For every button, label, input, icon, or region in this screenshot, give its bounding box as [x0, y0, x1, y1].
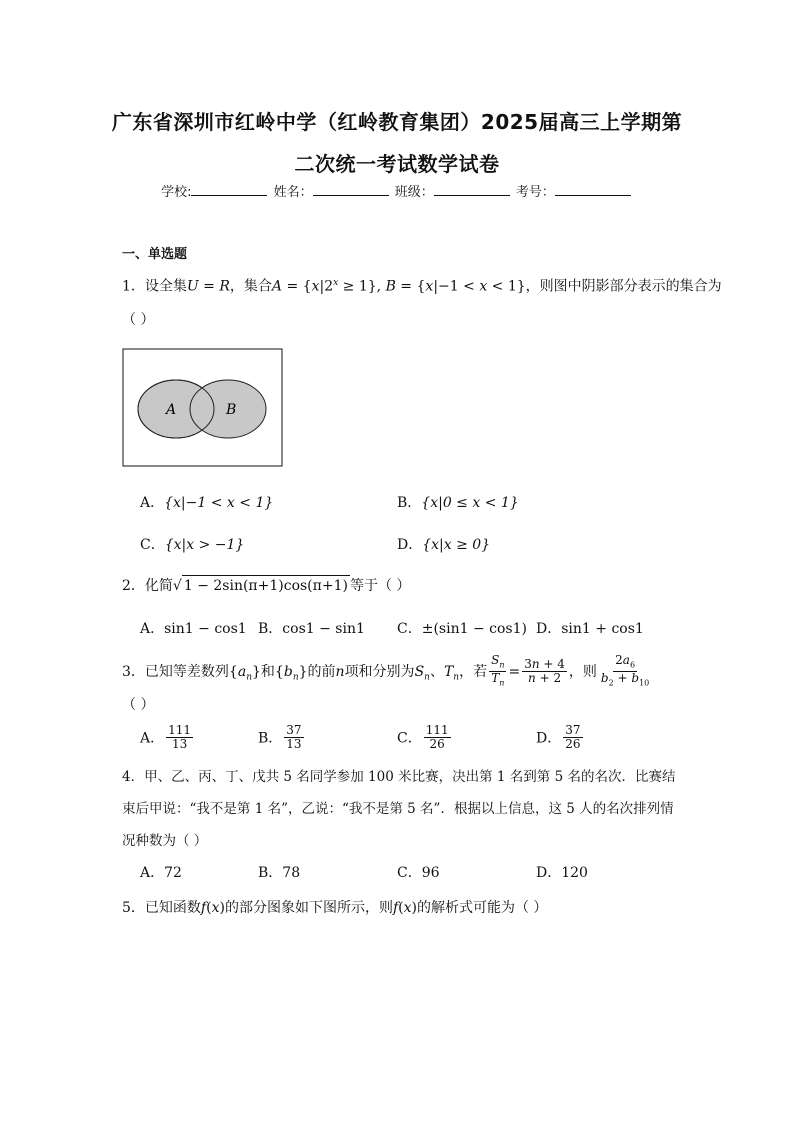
name-label: 姓名： — [273, 185, 313, 200]
school-label: 学校: — [161, 185, 192, 200]
q1-option-c[interactable]: C．{x|x > −1} — [140, 537, 245, 553]
q3-option-b[interactable]: B． $\frac{37}{13}$ — [258, 723, 302, 751]
q2-option-b[interactable]: B．cos1 − sin1 — [258, 621, 365, 637]
q2-option-a[interactable]: A．sin1 − cos1 — [140, 621, 247, 637]
q4-option-d[interactable]: D．120 — [536, 865, 588, 881]
id-label: 考号： — [515, 185, 555, 200]
exam-title-line1: 广东省深圳市红岭中学（红岭教育集团）2025届高三上学期第 — [111, 110, 683, 134]
question-4-line1: 4．甲、乙、丙、丁、戊共 5 名同学参加 100 米比赛，决出第 1 名到第 5 名的名次．比赛结 — [122, 769, 676, 785]
id-blank — [555, 183, 631, 196]
question-5-stem: 5．已知函数f(x)的部分图象如下图所示，则f(x)的解析式可能为（ ） — [122, 900, 548, 916]
question-4-line2: 束后甲说：“我不是第 1 名”，乙说：“我不是第 5 名”．根据以上信息，这 5 人的名次排列情 — [122, 801, 674, 817]
exam-title-line2: 二次统一考试数学试卷 — [294, 152, 500, 176]
section-title: 一、单选题 — [122, 247, 188, 262]
school-blank — [191, 183, 267, 196]
q3-option-a[interactable]: A． $\frac{111}{13}$ — [140, 723, 192, 751]
question-3-stem: 3．已知等差数列$\{a_n\}$和$\{b_n\}$的前n项和分别为$S_n$、$T_n$，若 $\frac{S_n}{T_n}$ = $\frac{3n + 4}{n + 2}$ ，则 $\frac{2a_6}{b_2 + b_{10}}$ — [122, 653, 650, 688]
q1-option-a[interactable]: A．{x|−1 < x < 1} — [140, 495, 274, 511]
class-blank — [434, 183, 510, 196]
question-4-line3: 况种数为（ ） — [122, 833, 208, 849]
student-info-row — [0, 181, 794, 200]
question-2-stem: 2．化简√ 1 − 2sin(π+1)cos(π+1) 等于（ ） — [122, 575, 410, 596]
q3-option-d[interactable]: D． $\frac{37}{26}$ — [536, 723, 581, 751]
q2-option-c[interactable]: C．±(sin1 − cos1) — [397, 621, 527, 637]
venn-label-b: B — [226, 402, 237, 418]
q4-option-c[interactable]: C．96 — [397, 865, 440, 881]
question-1-paren: （ ） — [122, 312, 155, 328]
q1-option-d[interactable]: D．{x|x ≥ 0} — [397, 537, 491, 553]
q4-option-b[interactable]: B．78 — [258, 865, 301, 881]
question-3-paren: （ ） — [122, 697, 155, 713]
class-label: 班级： — [394, 185, 434, 200]
question-1-stem: 1．设全集U = R，集合$A = \{x|2^x \ge 1\}$, B = {x|−1 < x < 1}，则图中阴影部分表示的集合为 — [122, 278, 722, 295]
venn-label-a: A — [166, 402, 177, 418]
q1-option-b[interactable]: B．{x|0 ≤ x < 1} — [397, 495, 519, 511]
venn-diagram — [122, 348, 284, 468]
q4-option-a[interactable]: A．72 — [140, 865, 182, 881]
q2-option-d[interactable]: D．sin1 + cos1 — [536, 621, 644, 637]
q3-option-c[interactable]: C． $\frac{111}{26}$ — [397, 723, 449, 751]
name-blank — [313, 183, 389, 196]
sqrt-expression: 1 − 2sin(π+1)cos(π+1) — [182, 575, 350, 596]
